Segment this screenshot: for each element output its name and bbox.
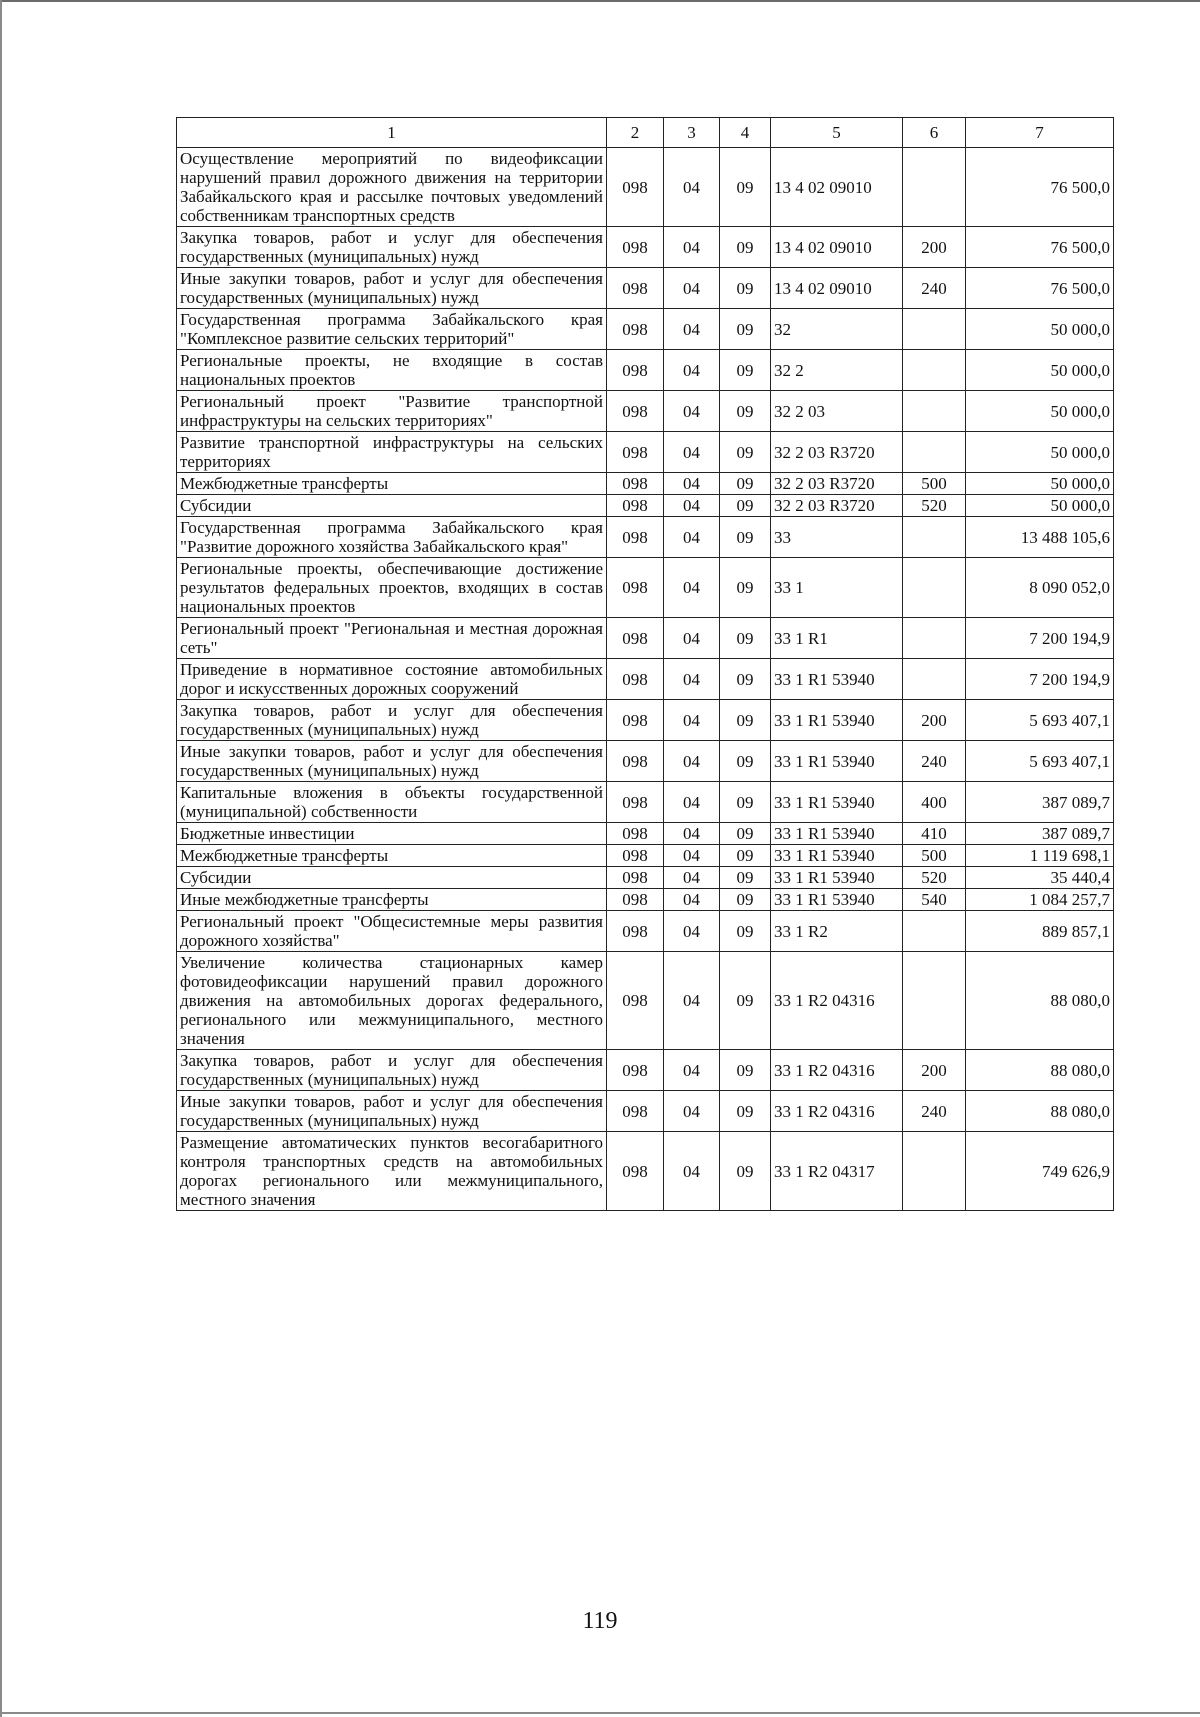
- row-target-article: 33 1 R1: [771, 618, 903, 659]
- header-col-1: 1: [177, 118, 607, 148]
- table-row: [177, 517, 1114, 558]
- row-section-code: 04: [664, 845, 720, 867]
- row-name: Иные закупки товаров, работ и услуг для обеспечения государственных (муниципальных) нужд: [177, 268, 607, 309]
- row-amount: 8 090 052,0: [966, 558, 1114, 618]
- row-ministry-code: 098: [607, 473, 664, 495]
- row-ministry-code: 098: [607, 845, 664, 867]
- row-target-article: 33 1 R2: [771, 911, 903, 952]
- row-section-code: 04: [664, 659, 720, 700]
- row-name: Иные межбюджетные трансферты: [177, 889, 607, 911]
- row-expense-type: [903, 350, 966, 391]
- row-target-article: 32 2: [771, 350, 903, 391]
- row-target-article: 13 4 02 09010: [771, 148, 903, 227]
- row-name: Межбюджетные трансферты: [177, 473, 607, 495]
- row-section-code: 04: [664, 911, 720, 952]
- row-target-article: 32 2 03 R3720: [771, 495, 903, 517]
- row-amount: 50 000,0: [966, 495, 1114, 517]
- row-subsection-code: 09: [720, 952, 771, 1050]
- header-col-6: 6: [903, 118, 966, 148]
- row-amount: 50 000,0: [966, 309, 1114, 350]
- row-amount: 13 488 105,6: [966, 517, 1114, 558]
- row-subsection-code: 09: [720, 618, 771, 659]
- row-ministry-code: 098: [607, 952, 664, 1050]
- row-ministry-code: 098: [607, 1132, 664, 1211]
- row-expense-type: 240: [903, 741, 966, 782]
- row-expense-type: 200: [903, 700, 966, 741]
- row-name: Приведение в нормативное состояние автомобильных дорог и искусственных дорожных сооружений: [177, 659, 607, 700]
- row-amount: 88 080,0: [966, 952, 1114, 1050]
- row-subsection-code: 09: [720, 1132, 771, 1211]
- page-number: 119: [582, 1608, 618, 1634]
- table-row: [177, 782, 1114, 823]
- table-row: [177, 309, 1114, 350]
- row-ministry-code: 098: [607, 495, 664, 517]
- row-section-code: 04: [664, 700, 720, 741]
- row-subsection-code: 09: [720, 517, 771, 558]
- row-amount: 7 200 194,9: [966, 659, 1114, 700]
- row-target-article: 33: [771, 517, 903, 558]
- row-subsection-code: 09: [720, 432, 771, 473]
- row-name: Субсидии: [177, 495, 607, 517]
- row-amount: 749 626,9: [966, 1132, 1114, 1211]
- row-target-article: 13 4 02 09010: [771, 268, 903, 309]
- row-amount: 88 080,0: [966, 1091, 1114, 1132]
- row-section-code: 04: [664, 889, 720, 911]
- row-section-code: 04: [664, 618, 720, 659]
- row-target-article: 33 1 R1 53940: [771, 845, 903, 867]
- row-name: Субсидии: [177, 867, 607, 889]
- row-name: Иные закупки товаров, работ и услуг для обеспечения государственных (муниципальных) нужд: [177, 1091, 607, 1132]
- row-amount: 50 000,0: [966, 391, 1114, 432]
- row-amount: 50 000,0: [966, 432, 1114, 473]
- row-subsection-code: 09: [720, 148, 771, 227]
- row-section-code: 04: [664, 782, 720, 823]
- scan-edge-left: [0, 0, 2, 1717]
- row-section-code: 04: [664, 1132, 720, 1211]
- row-subsection-code: 09: [720, 1050, 771, 1091]
- row-amount: 76 500,0: [966, 227, 1114, 268]
- row-section-code: 04: [664, 227, 720, 268]
- row-ministry-code: 098: [607, 227, 664, 268]
- row-name: Региональный проект "Развитие транспортной инфраструктуры на сельских территориях": [177, 391, 607, 432]
- row-section-code: 04: [664, 432, 720, 473]
- row-section-code: 04: [664, 473, 720, 495]
- row-subsection-code: 09: [720, 845, 771, 867]
- row-ministry-code: 098: [607, 558, 664, 618]
- row-subsection-code: 09: [720, 558, 771, 618]
- row-expense-type: [903, 659, 966, 700]
- row-target-article: 33 1 R2 04316: [771, 1091, 903, 1132]
- table-row: [177, 952, 1114, 1050]
- row-subsection-code: 09: [720, 782, 771, 823]
- row-section-code: 04: [664, 558, 720, 618]
- row-expense-type: [903, 391, 966, 432]
- row-expense-type: 540: [903, 889, 966, 911]
- row-target-article: 32: [771, 309, 903, 350]
- row-expense-type: 200: [903, 1050, 966, 1091]
- row-amount: 50 000,0: [966, 350, 1114, 391]
- row-ministry-code: 098: [607, 148, 664, 227]
- row-expense-type: [903, 952, 966, 1050]
- row-name: Региональные проекты, не входящие в состав национальных проектов: [177, 350, 607, 391]
- header-col-7: 7: [966, 118, 1114, 148]
- row-amount: 5 693 407,1: [966, 741, 1114, 782]
- row-amount: 387 089,7: [966, 823, 1114, 845]
- row-expense-type: 520: [903, 495, 966, 517]
- table-row: [177, 741, 1114, 782]
- row-expense-type: 240: [903, 268, 966, 309]
- row-target-article: 13 4 02 09010: [771, 227, 903, 268]
- table-row: [177, 700, 1114, 741]
- row-amount: 76 500,0: [966, 148, 1114, 227]
- row-ministry-code: 098: [607, 618, 664, 659]
- scan-edge-top: [0, 0, 1200, 2]
- row-ministry-code: 098: [607, 823, 664, 845]
- row-section-code: 04: [664, 268, 720, 309]
- row-name: Осуществление мероприятий по видеофиксации нарушений правил дорожного движения на территории Забайкальского края и рассылке почтовых уведомлений собственникам транспортных средств: [177, 148, 607, 227]
- row-section-code: 04: [664, 1091, 720, 1132]
- row-expense-type: [903, 1132, 966, 1211]
- row-subsection-code: 09: [720, 867, 771, 889]
- row-subsection-code: 09: [720, 309, 771, 350]
- row-expense-type: [903, 517, 966, 558]
- row-ministry-code: 098: [607, 432, 664, 473]
- header-col-4: 4: [720, 118, 771, 148]
- row-target-article: 33 1 R1 53940: [771, 782, 903, 823]
- row-amount: 387 089,7: [966, 782, 1114, 823]
- row-name: Региональный проект "Региональная и местная дорожная сеть": [177, 618, 607, 659]
- row-section-code: 04: [664, 350, 720, 391]
- row-subsection-code: 09: [720, 889, 771, 911]
- table-row: [177, 889, 1114, 911]
- row-ministry-code: 098: [607, 1050, 664, 1091]
- row-target-article: 33 1 R1 53940: [771, 659, 903, 700]
- row-name: Закупка товаров, работ и услуг для обеспечения государственных (муниципальных) нужд: [177, 1050, 607, 1091]
- row-target-article: 33 1 R2 04316: [771, 1050, 903, 1091]
- row-expense-type: [903, 911, 966, 952]
- row-subsection-code: 09: [720, 473, 771, 495]
- row-target-article: 33 1 R1 53940: [771, 700, 903, 741]
- table-row: [177, 823, 1114, 845]
- budget-table: [176, 117, 1114, 1211]
- row-section-code: 04: [664, 391, 720, 432]
- row-subsection-code: 09: [720, 700, 771, 741]
- row-name: Бюджетные инвестиции: [177, 823, 607, 845]
- row-section-code: 04: [664, 823, 720, 845]
- row-expense-type: 410: [903, 823, 966, 845]
- row-subsection-code: 09: [720, 350, 771, 391]
- table-row: [177, 845, 1114, 867]
- row-expense-type: 240: [903, 1091, 966, 1132]
- row-subsection-code: 09: [720, 741, 771, 782]
- header-col-3: 3: [664, 118, 720, 148]
- table-row: [177, 867, 1114, 889]
- table-row: [177, 350, 1114, 391]
- row-expense-type: [903, 148, 966, 227]
- row-name: Закупка товаров, работ и услуг для обеспечения государственных (муниципальных) нужд: [177, 227, 607, 268]
- row-subsection-code: 09: [720, 911, 771, 952]
- row-amount: 88 080,0: [966, 1050, 1114, 1091]
- table-row: [177, 618, 1114, 659]
- row-ministry-code: 098: [607, 350, 664, 391]
- row-subsection-code: 09: [720, 268, 771, 309]
- table-row: [177, 659, 1114, 700]
- row-target-article: 32 2 03 R3720: [771, 432, 903, 473]
- row-name: Закупка товаров, работ и услуг для обеспечения государственных (муниципальных) нужд: [177, 700, 607, 741]
- row-expense-type: 520: [903, 867, 966, 889]
- table-row: [177, 911, 1114, 952]
- row-ministry-code: 098: [607, 309, 664, 350]
- row-expense-type: 500: [903, 845, 966, 867]
- header-row: [177, 118, 1114, 148]
- row-subsection-code: 09: [720, 495, 771, 517]
- row-ministry-code: 098: [607, 1091, 664, 1132]
- header-col-2: 2: [607, 118, 664, 148]
- row-expense-type: [903, 618, 966, 659]
- row-name: Межбюджетные трансферты: [177, 845, 607, 867]
- table-row: [177, 268, 1114, 309]
- row-amount: 35 440,4: [966, 867, 1114, 889]
- row-amount: 889 857,1: [966, 911, 1114, 952]
- row-amount: 1 119 698,1: [966, 845, 1114, 867]
- row-name: Государственная программа Забайкальского края "Развитие дорожного хозяйства Забайкальского края": [177, 517, 607, 558]
- row-ministry-code: 098: [607, 268, 664, 309]
- table-row: [177, 558, 1114, 618]
- row-subsection-code: 09: [720, 1091, 771, 1132]
- row-name: Увеличение количества стационарных камер фотовидеофиксации нарушений правил дорожного движения на автомобильных дорогах федерального, регионального или межмуниципального, местного значения: [177, 952, 607, 1050]
- row-ministry-code: 098: [607, 391, 664, 432]
- row-ministry-code: 098: [607, 782, 664, 823]
- row-target-article: 33 1 R1 53940: [771, 741, 903, 782]
- row-expense-type: [903, 432, 966, 473]
- row-expense-type: 400: [903, 782, 966, 823]
- row-name: Региональный проект "Общесистемные меры развития дорожного хозяйства": [177, 911, 607, 952]
- row-expense-type: 500: [903, 473, 966, 495]
- table-row: [177, 1050, 1114, 1091]
- row-target-article: 33 1: [771, 558, 903, 618]
- row-target-article: 32 2 03 R3720: [771, 473, 903, 495]
- scan-edge-bottom: [0, 1712, 1200, 1714]
- row-subsection-code: 09: [720, 659, 771, 700]
- row-ministry-code: 098: [607, 741, 664, 782]
- row-subsection-code: 09: [720, 823, 771, 845]
- table-row: [177, 1091, 1114, 1132]
- table-row: [177, 473, 1114, 495]
- row-name: Капитальные вложения в объекты государственной (муниципальной) собственности: [177, 782, 607, 823]
- row-expense-type: [903, 309, 966, 350]
- row-name: Размещение автоматических пунктов весогабаритного контроля транспортных средств на автомобильных дорогах регионального или межмуниципального, местного значения: [177, 1132, 607, 1211]
- row-amount: 50 000,0: [966, 473, 1114, 495]
- row-target-article: 33 1 R2 04316: [771, 952, 903, 1050]
- row-name: Государственная программа Забайкальского края "Комплексное развитие сельских территорий": [177, 309, 607, 350]
- row-name: Иные закупки товаров, работ и услуг для обеспечения государственных (муниципальных) нужд: [177, 741, 607, 782]
- row-name: Развитие транспортной инфраструктуры на сельских территориях: [177, 432, 607, 473]
- row-target-article: 33 1 R1 53940: [771, 823, 903, 845]
- row-section-code: 04: [664, 1050, 720, 1091]
- row-target-article: 33 1 R2 04317: [771, 1132, 903, 1211]
- table-row: [177, 148, 1114, 227]
- row-ministry-code: 098: [607, 517, 664, 558]
- row-target-article: 32 2 03: [771, 391, 903, 432]
- table-row: [177, 1132, 1114, 1211]
- row-amount: 7 200 194,9: [966, 618, 1114, 659]
- row-section-code: 04: [664, 495, 720, 517]
- row-expense-type: 200: [903, 227, 966, 268]
- row-ministry-code: 098: [607, 659, 664, 700]
- row-target-article: 33 1 R1 53940: [771, 867, 903, 889]
- row-ministry-code: 098: [607, 889, 664, 911]
- row-section-code: 04: [664, 148, 720, 227]
- row-section-code: 04: [664, 309, 720, 350]
- row-amount: 5 693 407,1: [966, 700, 1114, 741]
- row-section-code: 04: [664, 867, 720, 889]
- row-subsection-code: 09: [720, 227, 771, 268]
- table-row: [177, 227, 1114, 268]
- row-ministry-code: 098: [607, 700, 664, 741]
- table-row: [177, 432, 1114, 473]
- row-name: Региональные проекты, обеспечивающие достижение результатов федеральных проектов, входящих в состав национальных проектов: [177, 558, 607, 618]
- row-amount: 1 084 257,7: [966, 889, 1114, 911]
- row-section-code: 04: [664, 952, 720, 1050]
- row-target-article: 33 1 R1 53940: [771, 889, 903, 911]
- table-row: [177, 495, 1114, 517]
- row-subsection-code: 09: [720, 391, 771, 432]
- row-ministry-code: 098: [607, 867, 664, 889]
- row-amount: 76 500,0: [966, 268, 1114, 309]
- header-col-5: 5: [771, 118, 903, 148]
- row-section-code: 04: [664, 741, 720, 782]
- row-ministry-code: 098: [607, 911, 664, 952]
- row-expense-type: [903, 558, 966, 618]
- table-row: [177, 391, 1114, 432]
- row-section-code: 04: [664, 517, 720, 558]
